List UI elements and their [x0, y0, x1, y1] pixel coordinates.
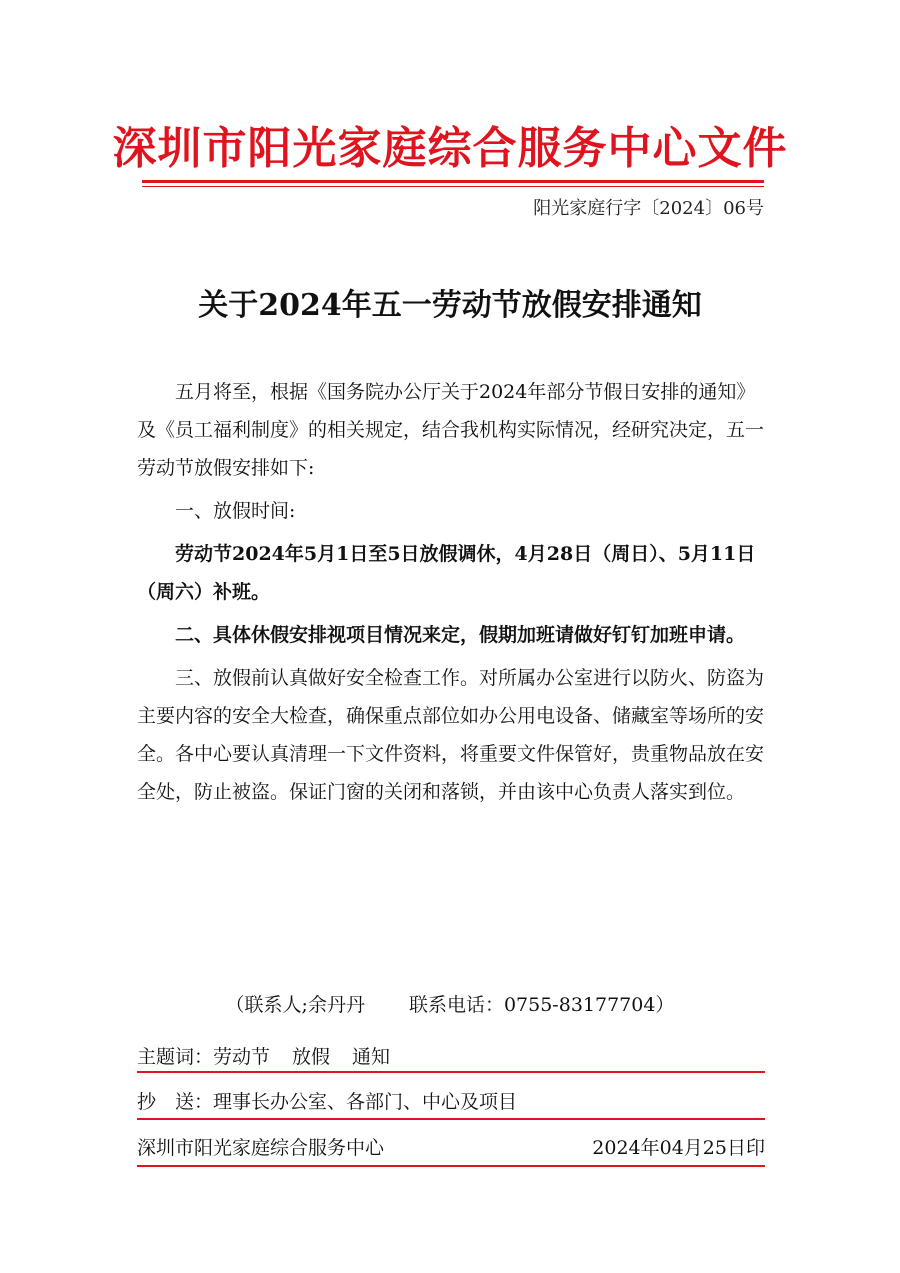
contact-person: （联系人;余丹丹 [225, 994, 365, 1016]
cc-label: 抄 送： [137, 1091, 214, 1113]
header-rule-thin [142, 186, 764, 187]
cc-recipients: 理事长办公室、各部门、中心及项目 [213, 1091, 518, 1113]
footer-divider [137, 1165, 765, 1167]
document-header-title: 深圳市阳光家庭综合服务中心文件 [112, 123, 788, 174]
section3-paragraph: 三、放假前认真做好安全检查工作。对所属办公室进行以防火、防盗为主要内容的安全大检查，确保重点部位如办公用电设备、储藏室等场所的安全。各中心要认真清理一下文件资料，将重要文件保管好，贵重物品放在安全处，防止被盗。保证门窗的关闭和落锁，并由该中心负责人落实到位。 [137, 667, 765, 803]
section1-paragraph: 劳动节2024年5月1日至5日放假调休，4月28日（周日）、5月11日（周六）补班。 [137, 543, 756, 603]
intro-paragraph: 五月将至，根据《国务院办公厅关于2024年部分节假日安排的通知》及《员工福利制度》的相关规定，结合我机构实际情况，经研究决定，五一劳动节放假安排如下: [137, 381, 765, 479]
header-rule-thick [142, 180, 764, 183]
keyword: 通知 [352, 1046, 391, 1068]
footer-divider [137, 1118, 765, 1120]
contact-line [0, 990, 900, 1017]
issuing-organization: 深圳市阳光家庭综合服务中心 [137, 1137, 385, 1159]
keywords-label: 主题词： [137, 1046, 214, 1068]
cc-line [137, 1087, 517, 1114]
footer-divider [137, 1071, 765, 1073]
section2-paragraph: 二、具体休假安排视项目情况来定，假期加班请做好钉钉加班申请。 [175, 624, 746, 646]
print-date: 2024年04月25日印 [592, 1137, 765, 1159]
notice-title: 关于2024年五一劳动节放假安排通知 [198, 288, 702, 323]
contact-phone: 联系电话：0755-83177704） [408, 994, 675, 1016]
keywords-line [137, 1042, 390, 1069]
section1-heading: 一、放假时间: [175, 500, 296, 522]
notice-body [137, 373, 765, 811]
keyword: 放假 [292, 1046, 331, 1068]
document-number: 阳光家庭行字〔2024〕06号 [533, 198, 764, 219]
keyword: 劳动节 [213, 1046, 271, 1068]
